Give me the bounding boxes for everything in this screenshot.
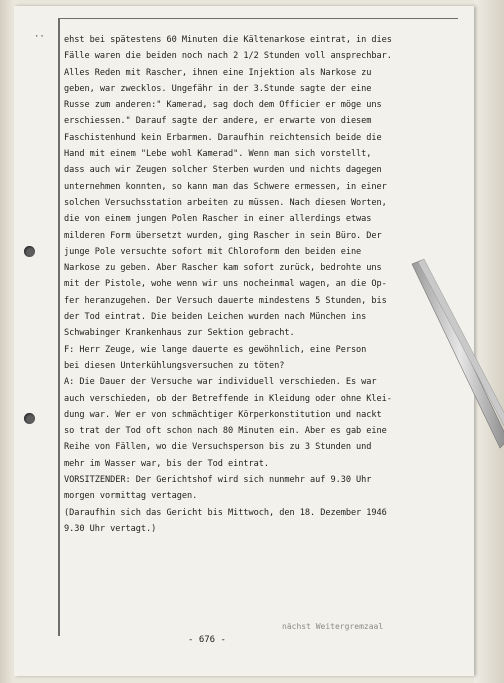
- text-line: milderen Form übersetzt wurden, ging Rascher in sein Büro. Der: [64, 230, 382, 241]
- text-line: unternehmen konnten, so kann man das Schwere ermessen, in einer: [64, 181, 387, 192]
- text-line: Russe zum anderen:" Kamerad, sag doch dem Officier er möge uns: [64, 100, 382, 111]
- tweezers-tool: [400, 250, 504, 490]
- margin-mark: ··: [34, 32, 45, 42]
- text-line: der Tod eintrat. Die beiden Leichen wurden nach München ins: [64, 312, 367, 323]
- text-line: mit der Pistole, wohe wenn wir uns nocheinmal wagen, an die Op-: [64, 279, 387, 290]
- text-line: mehr im Wasser war, bis der Tod eintrat.: [64, 458, 269, 469]
- text-line: die von einem jungen Polen Rascher in einer allerdings etwas: [64, 214, 372, 225]
- margin-border-line: [58, 18, 60, 636]
- text-line: Hand mit einem "Lebe wohl Kamerad". Wenn man sich vorstellt,: [64, 149, 372, 160]
- text-line: dass auch wir Zeugen solcher Sterben wurden und nichts dagegen: [64, 165, 382, 176]
- text-line: erschiessen." Darauf sagte der andere, er erwarte von diesem: [64, 116, 372, 127]
- text-line: Fälle waren die beiden noch nach 2 1/2 Stunden voll ansprechbar.: [64, 51, 392, 62]
- text-line: Schwabinger Krankenhaus zur Sektion gebracht.: [64, 328, 295, 339]
- top-border-line: [58, 18, 458, 19]
- text-line: F: Herr Zeuge, wie lange dauerte es gewöhnlich, eine Person: [64, 344, 367, 355]
- typed-text-block: [64, 32, 456, 537]
- text-line: (Daraufhin sich das Gericht bis Mittwoch, den 18. Dezember 1946: [64, 507, 387, 518]
- text-line: A: Die Dauer der Versuche war individuell verschieden. Es war: [64, 377, 377, 388]
- text-line: Faschistenhund kein Erbarmen. Daraufhin reichtensich beide die: [64, 132, 382, 143]
- page-number: - 676 -: [188, 635, 226, 645]
- text-line: morgen vormittag vertagen.: [64, 491, 198, 502]
- text-line: Reihe von Fällen, wo die Versuchsperson bis zu 3 Stunden und: [64, 442, 372, 453]
- text-line: ehst bei spätestens 60 Minuten die Kältenarkose eintrat, in dies: [64, 35, 392, 45]
- text-line: junge Pole versuchte sofort mit Chloroform den beiden eine: [64, 246, 362, 257]
- punch-hole-upper: [24, 246, 35, 257]
- faint-stamp-text: nächst Weitergremzaal: [282, 622, 384, 631]
- text-line: Alles Reden mit Rascher, ihnen eine Injektion als Narkose zu: [64, 67, 372, 78]
- desk-left-edge: [0, 0, 14, 683]
- text-line: VORSITZENDER: Der Gerichtshof wird sich nunmehr auf 9.30 Uhr: [64, 475, 372, 486]
- text-line: 9.30 Uhr vertagt.): [64, 523, 157, 534]
- text-line: solchen Versuchsstation arbeiten zu müssen. Nach diesen Worten,: [64, 197, 387, 208]
- text-line: auch verschieden, ob der Betreffende in Kleidung oder ohne Klei-: [64, 393, 392, 404]
- text-line: bei diesen Unterkühlungsversuchen zu töten?: [64, 360, 285, 371]
- punch-hole-lower: [24, 413, 35, 424]
- text-line: geben, war zwecklos. Ungefähr in der 3.Stunde sagte der eine: [64, 83, 372, 94]
- text-line: so trat der Tod oft schon nach 80 Minuten ein. Aber es gab eine: [64, 426, 387, 437]
- text-line: fer heranzugehen. Der Versuch dauerte mindestens 5 Stunden, bis: [64, 295, 387, 306]
- text-line: Narkose zu geben. Aber Rascher kam sofort zurück, bedrohte uns: [64, 263, 382, 274]
- text-line: dung war. Wer er von schmächtiger Körperkonstitution und nackt: [64, 409, 382, 420]
